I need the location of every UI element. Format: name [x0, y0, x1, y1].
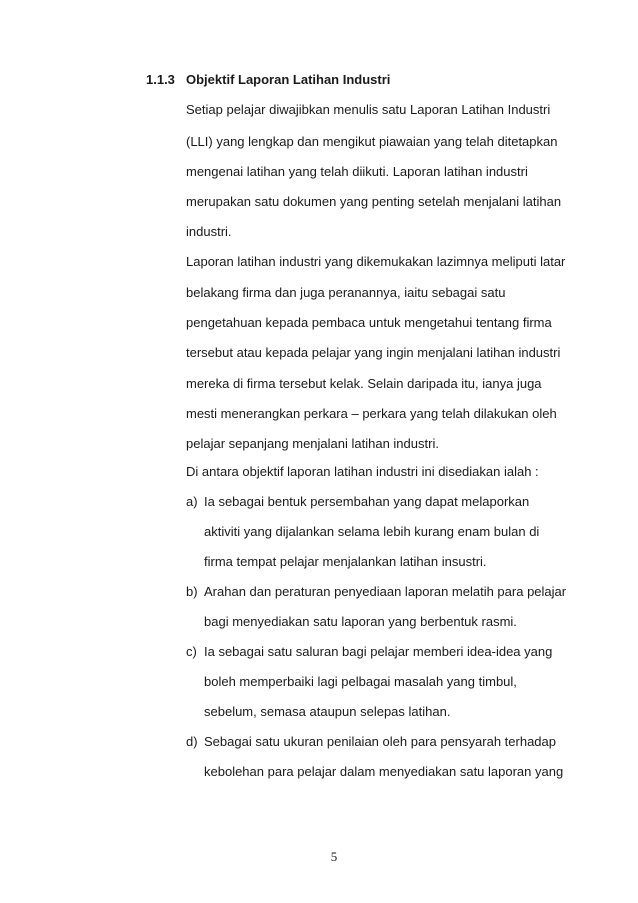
paragraph-1-line: Setiap pelajar diwajibkan menulis satu Laporan Latihan Industri: [186, 102, 551, 117]
section-title: Objektif Laporan Latihan Industri: [186, 72, 391, 87]
list-item-line: kebolehan para pelajar dalam menyediakan satu laporan yang: [204, 764, 564, 779]
list-item-line: Ia sebagai bentuk persembahan yang dapat melaporkan: [204, 494, 530, 509]
list-item-line: Sebagai satu ukuran penilaian oleh para pensyarah terhadap: [204, 734, 556, 749]
list-item-label: d): [186, 734, 198, 749]
list-item-line: Arahan dan peraturan penyediaan laporan melatih para pelajar: [204, 584, 567, 599]
paragraph-2-line: Laporan latihan industri yang dikemukakan lazimnya meliputi latar: [186, 254, 566, 269]
list-intro: Di antara objektif laporan latihan industri ini disediakan ialah :: [186, 464, 539, 479]
list-item-line: bagi menyediakan satu laporan yang berbentuk rasmi.: [204, 614, 517, 629]
list-item-line: sebelum, semasa ataupun selepas latihan.: [204, 704, 451, 719]
paragraph-1-line: (LLI) yang lengkap dan mengikut piawaian yang telah ditetapkan: [186, 134, 558, 149]
list-item-label: b): [186, 584, 198, 599]
list-item-line: Ia sebagai satu saluran bagi pelajar memberi idea-idea yang: [204, 644, 553, 659]
list-item-line: aktiviti yang dijalankan selama lebih kurang enam bulan di: [204, 524, 540, 539]
list-item-line: firma tempat pelajar menjalankan latihan insustri.: [204, 554, 487, 569]
paragraph-2-line: tersebut atau kepada pelajar yang ingin menjalani latihan industri: [186, 345, 561, 360]
paragraph-1-line: merupakan satu dokumen yang penting setelah menjalani latihan: [186, 194, 562, 209]
paragraph-2-line: belakang firma dan juga peranannya, iaitu sebagai satu: [186, 285, 506, 300]
section-heading: [146, 72, 390, 88]
list-item-label: a): [186, 494, 198, 509]
list-item-label: c): [186, 644, 197, 659]
section-number: 1.1.3: [146, 72, 175, 87]
list-item-line: boleh memperbaiki lagi pelbagai masalah yang timbul,: [204, 674, 517, 689]
paragraph-1-line: industri.: [186, 224, 232, 239]
page-number: 5: [330, 849, 338, 864]
paragraph-1-line: mengenai latihan yang telah diikuti. Laporan latihan industri: [186, 164, 528, 179]
paragraph-2-line: mereka di firma tersebut kelak. Selain daripada itu, ianya juga: [186, 376, 542, 391]
paragraph-2-line: pelajar sepanjang menjalani latihan industri.: [186, 436, 439, 451]
paragraph-2-line: pengetahuan kepada pembaca untuk mengetahui tentang firma: [186, 315, 552, 330]
paragraph-2-line: mesti menerangkan perkara – perkara yang telah dilakukan oleh: [186, 406, 557, 421]
